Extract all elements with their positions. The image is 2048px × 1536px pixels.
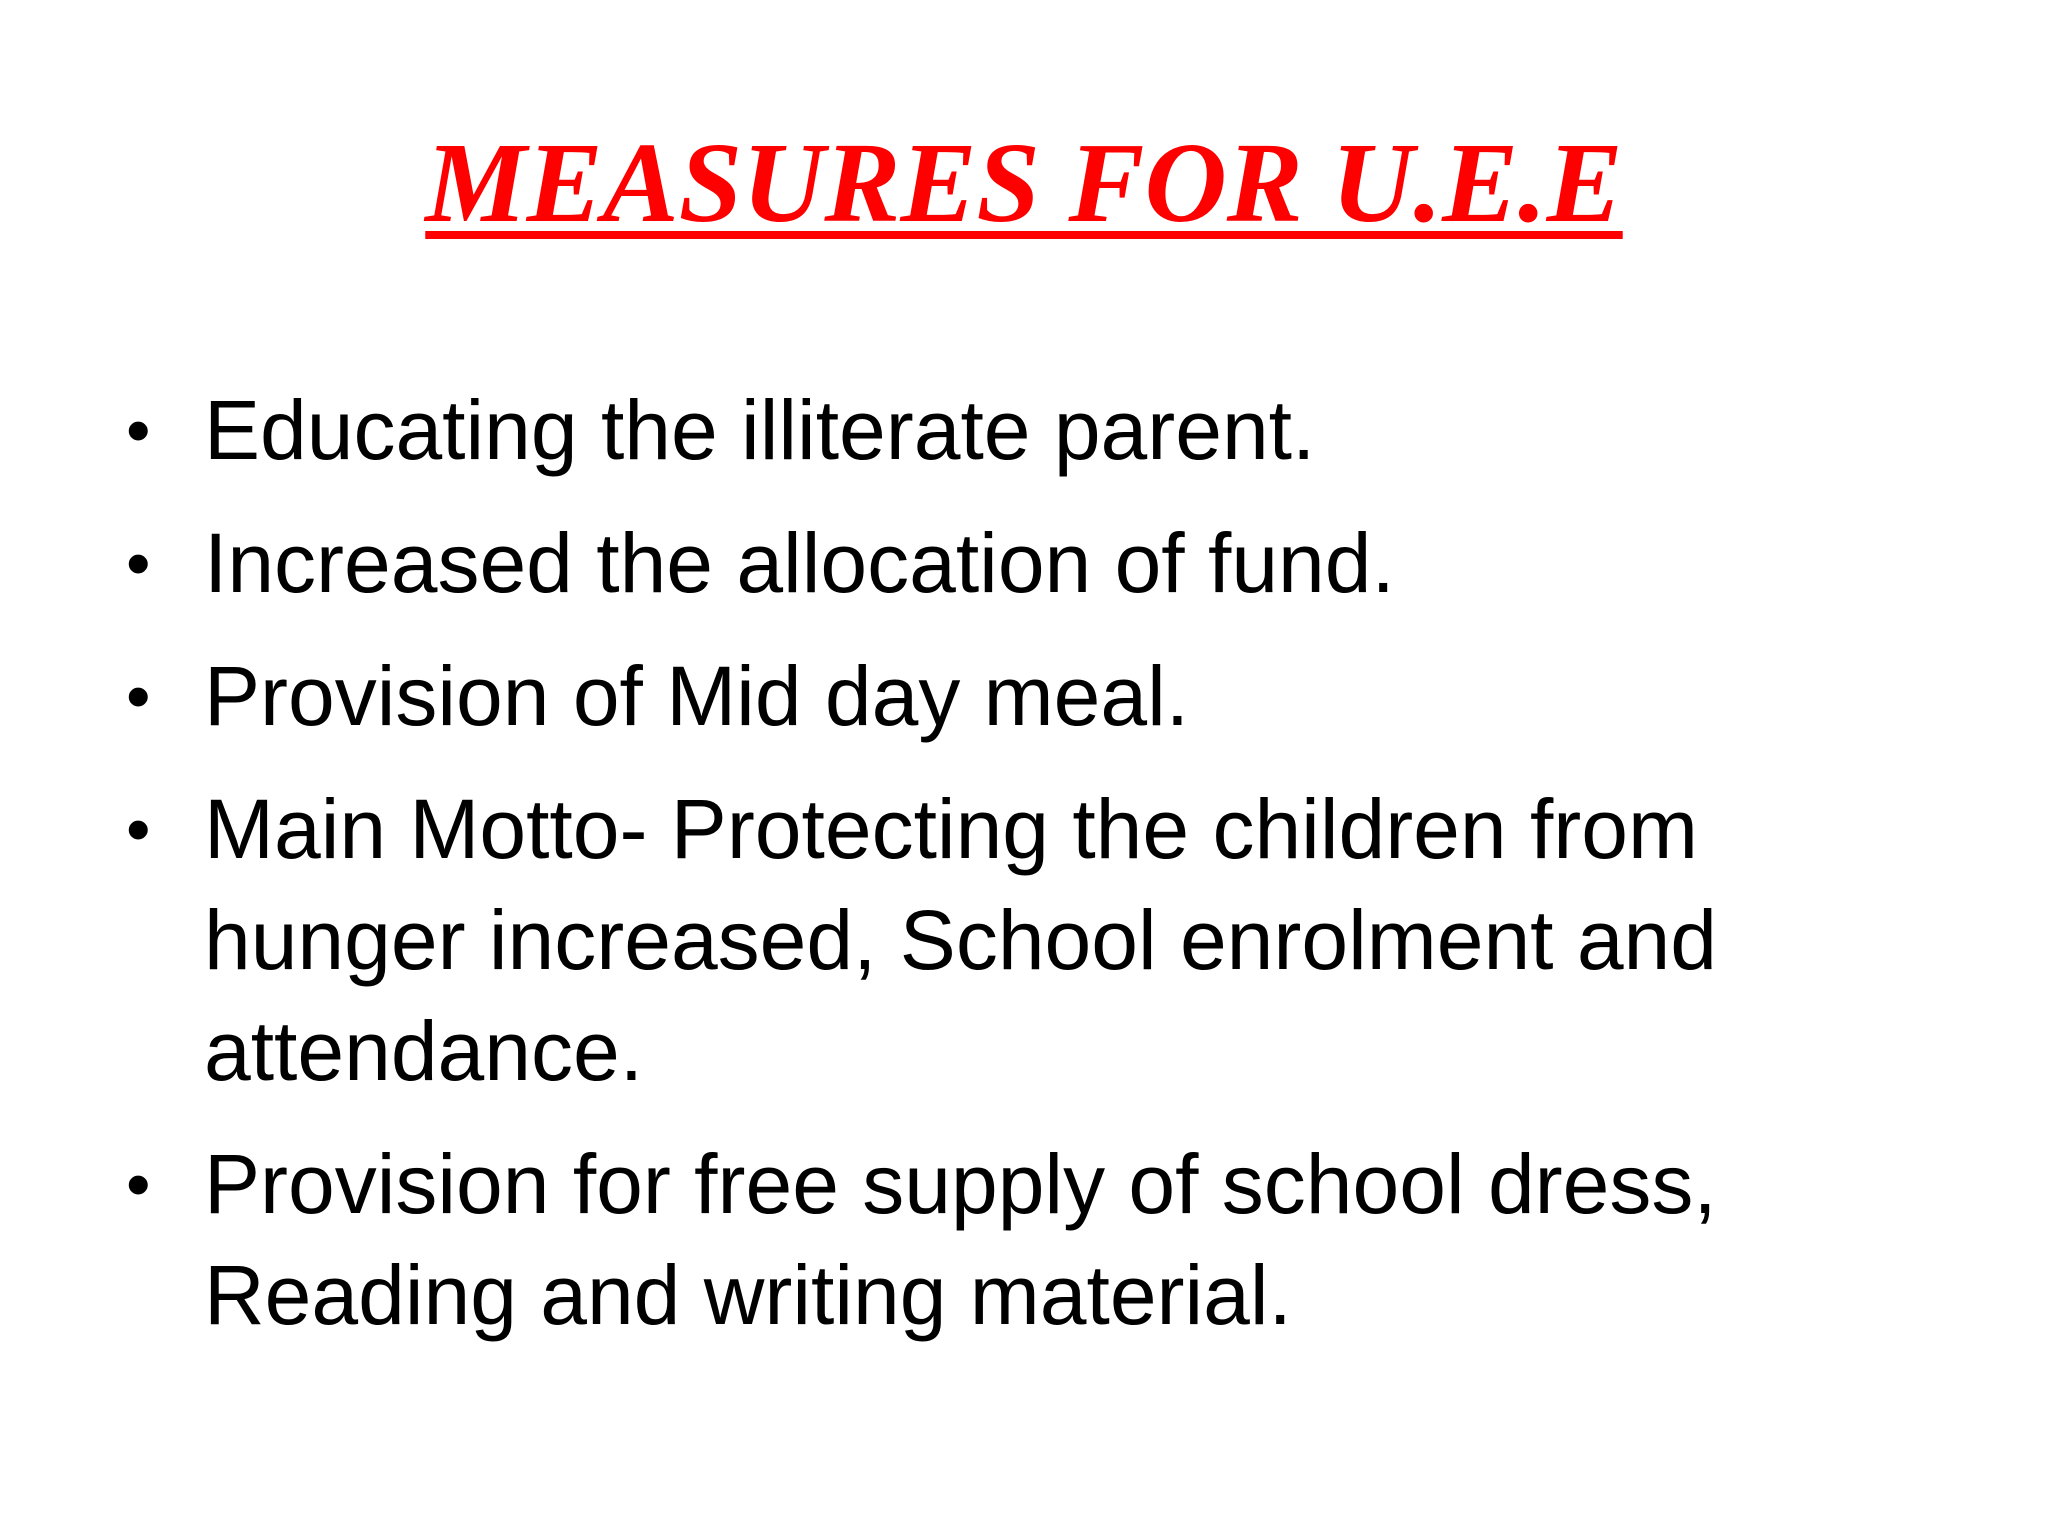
bullet-icon: • (126, 524, 151, 602)
bullet-icon: • (126, 790, 151, 868)
title-container (0, 120, 2048, 245)
bullet-item (118, 641, 1838, 752)
bullet-icon: • (126, 1145, 151, 1223)
bullet-item (118, 1129, 1838, 1351)
bullet-icon: • (126, 657, 151, 735)
bullet-text: Main Motto- Protecting the children from hunger increased, School enrolment and attendance. (204, 782, 1717, 1098)
bullet-item (118, 508, 1838, 619)
bullet-icon: • (126, 391, 151, 469)
bullet-text: Provision for free supply of school dress, Reading and writing material. (204, 1137, 1717, 1342)
bullet-text: Provision of Mid day meal. (204, 649, 1190, 743)
slide-title: MEASURES FOR U.E.E (425, 119, 1623, 246)
bullet-item (118, 774, 1838, 1107)
bullet-text: Increased the allocation of fund. (204, 516, 1395, 610)
bullet-text: Educating the illiterate parent. (204, 383, 1316, 477)
bullet-item (118, 375, 1838, 486)
bullet-list (118, 375, 1838, 1373)
